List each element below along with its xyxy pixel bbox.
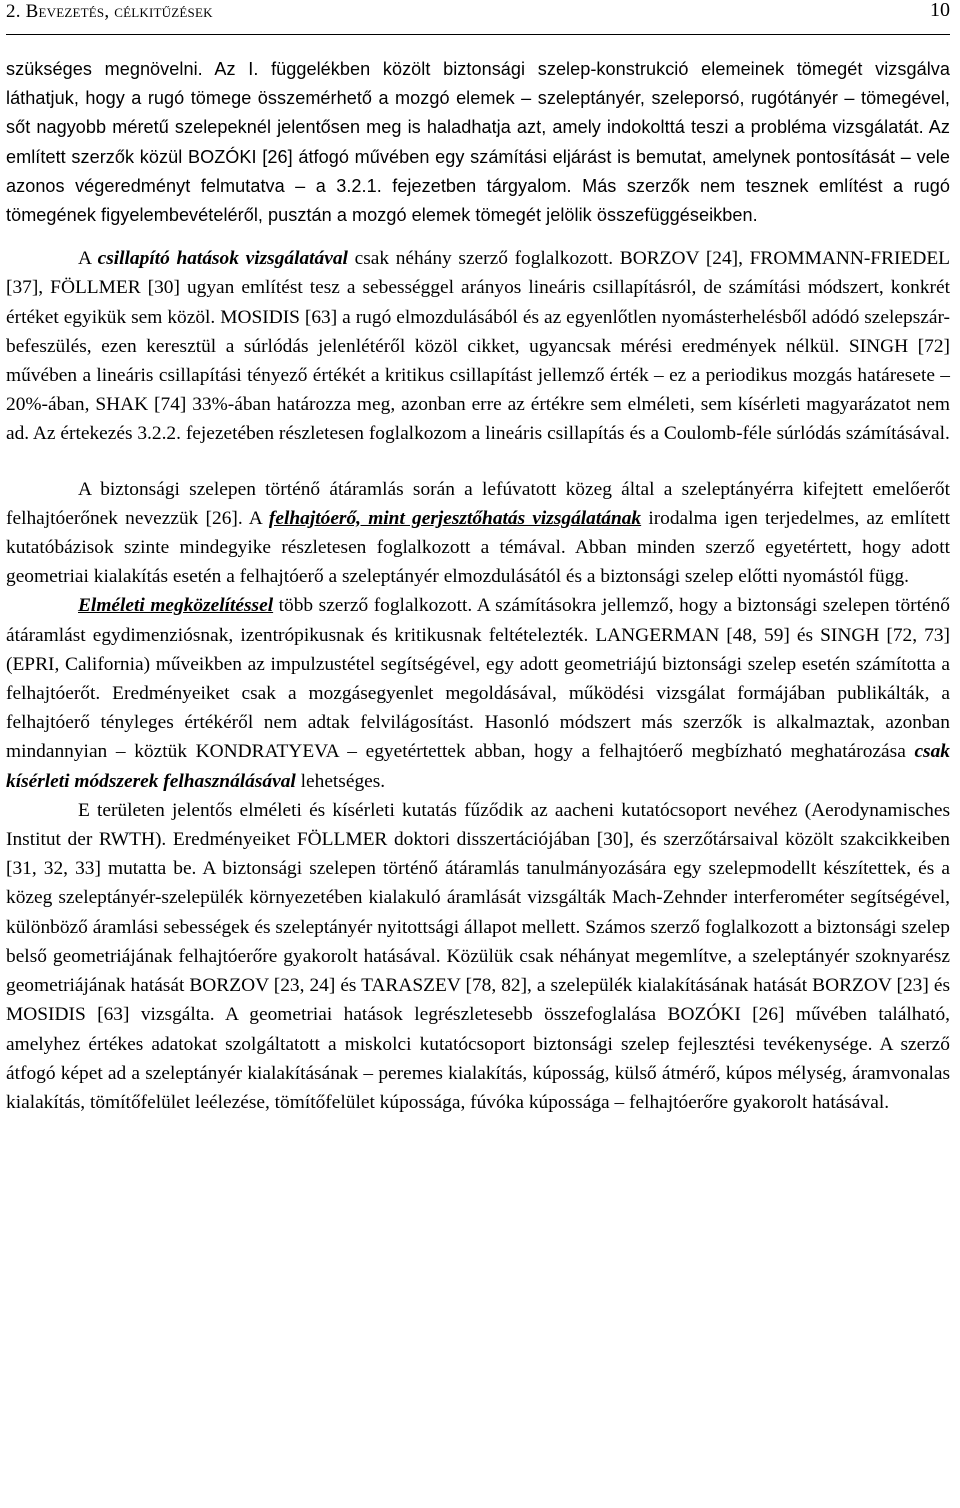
chapter-title: 2. Bevezetés, célkitűzések (6, 1, 213, 22)
paragraph-text: csak néhány szerző foglalkozott. BORZOV [24], FROMMANN-FRIEDEL [37], FÖLLMER [30] ugyan említést tesz a sebességgel arányos lineáris csillapításról, de számítási módszert, konkrét értéket egyikük sem közöl. MOSIDIS [63] a rugó elmozdulásából és az egyenlőtlen nyomásterhelésből adódó szelepszár-befeszülés, ezen keresztül a súrlódás jelenlétéről közöl cikket, ugyancsak mérési eredmények nélkül. SINGH [72] művében a lineáris csillapítási tényező értékét a kritikus csillapítást jellemző érték – ez a periodikus mozgás határesete – 20%-ában, SHAK [74] 33%-ában határozza meg, azonban erre az értékre sem elméleti, sem kísérleti magyarázatot nem ad. Az értekezés 3.2.2. fejezetében részletesen foglalkozom a lineáris csillapítás és a Coulomb-féle súrlódás számításával. (6, 248, 951, 445)
body-text (6, 55, 950, 1117)
paragraph-aachen (6, 796, 950, 1117)
paragraph-text: lehetséges. (295, 770, 386, 792)
paragraph-text: szükséges megnövelni. Az I. függelékben közölt biztonsági szelep-konstrukció elemeinek tömegét vizsgálva láthatjuk, hogy a rugó tömege összemérhető a mozgó elemek – szeleptányér, szeleporsó, rugótányér – tömegével, sőt nagyobb méretű szelepeknél jelentősen meg is haladhatja azt, amely indokolttá teszi a probléma vizsgálatát. Az említett szerzők közül BOZÓKI [26] átfogó művében egy számítási eljárást is bemutat, amelynek pontosítását – vele azonos végeredményt felmutatva – a 3.2.1. fejezetben tárgyalom. Más szerzők nem tesznek említést a rugó tömegének figyelembevételéről, pusztán a mozgó elemek tömegét jelölik összefüggéseikben. (6, 59, 950, 226)
paragraph-csillapitas (6, 244, 950, 448)
paragraph-text: A biztonsági szelepen történő átáramlás során a lefúvatott közeg által a szeleptányérra kifejtett emelőerőt felhajtóerőnek nevezzük [26]. A (6, 478, 950, 529)
emphasis-text: csak kísérleti módszerek felhasználásával (6, 741, 950, 792)
page-number: 10 (930, 0, 950, 21)
emphasis-text: csillapító hatások vizsgálatával (97, 248, 348, 270)
running-header (6, 0, 950, 35)
paragraph-rugo-tomeg (6, 55, 950, 230)
paragraph-text: irodalma igen terjedelmes, az említett kutatóbázisok szinte mindegyike részletesen foglalkozott a témával. Abban minden szerző egyetértett, hogy adott geometriai kialakítás esetén a felhajtóerő a szeleptányér elmozdulásától és a biztonsági szelep előtti nyomástól függ. (6, 507, 950, 588)
paragraph-text: A (78, 248, 98, 270)
paragraph-text: E területen jelentős elméleti és kísérleti kutatás fűződik az aacheni kutatócsoport nevéhez (Aerodynamisches Institut der RWTH). Eredményeiket FÖLLMER doktori disszertációjában [30], és szerzőtársaival közölt szakcikkeiben [31, 32, 33] mutatta be. A biztonsági szelepen történő átáramlás tanulmányozására egy szelepmodellt készítettek, és a közeg szeleptányér-szelepülék környezetében kialakuló áramlását vizsgálták Mach-Zehnder interferométer segítségével, különböző áramlási sebességek és szeleptányér nyitottsági állapot mellett. Számos szerző foglalkozott a biztonsági szelep belső geometriájának felhajtóerőre gyakorolt hatásával. Közülük csak néhányat megemlítve, a szeleptányér szoknyarész geometriájának hatását BORZOV [23, 24] és TARASZEV [78, 82], a szelepülék kialakításának hatását BORZOV [23] és MOSIDIS [63] vizsgálta. A geometriai hatások legrészletesebb összefoglalása BOZÓKI [26] művében található, amelyhez értékes adatokat szolgáltatott a miskolci kutatócsoport biztonsági szelep fejlesztési tevékenysége. A szerző átfogó képet ad a szeleptányér kialakításának – peremes kialakítás, kúposság, külső átmérő, kúpos mélység, áramvonalas kialakítás, tömítőfelület leélezése, tömítőfelület kúpossága, fúvóka kúpossága – felhajtóerőre gyakorolt hatásával. (6, 799, 950, 1113)
paragraph-felhajtoero (6, 475, 950, 592)
paragraph-elmeleti (6, 591, 950, 795)
emphasis-text: felhajtóerő, mint gerjesztőhatás vizsgálatának (268, 507, 642, 529)
emphasis-text: Elméleti megközelítéssel (78, 595, 274, 617)
paragraph-text: több szerző foglalkozott. A számításokra jellemző, hogy a biztonsági szelepen történő átáramlást egydimenziósnak, izentrópikusnak és kritikusnak feltételezték. LANGERMAN [48, 59] és SINGH [72, 73] (EPRI, California) műveikben az impulzustétel segítségével, egy adott geometriájú biztonsági szelep esetén számította a felhajtóerőt. Eredményeiket csak a mozgásegyenlet megoldásával, működési vizsgálat formájában publikálták, a felhajtóerő tényleges értékéről nem adtak felvilágosítást. Hasonló módszert más szerzők is alkalmaztak, azonban mindannyian – köztük KONDRATYEVA – egyetértettek abban, hogy a felhajtóerő megbízható meghatározása (6, 595, 950, 763)
